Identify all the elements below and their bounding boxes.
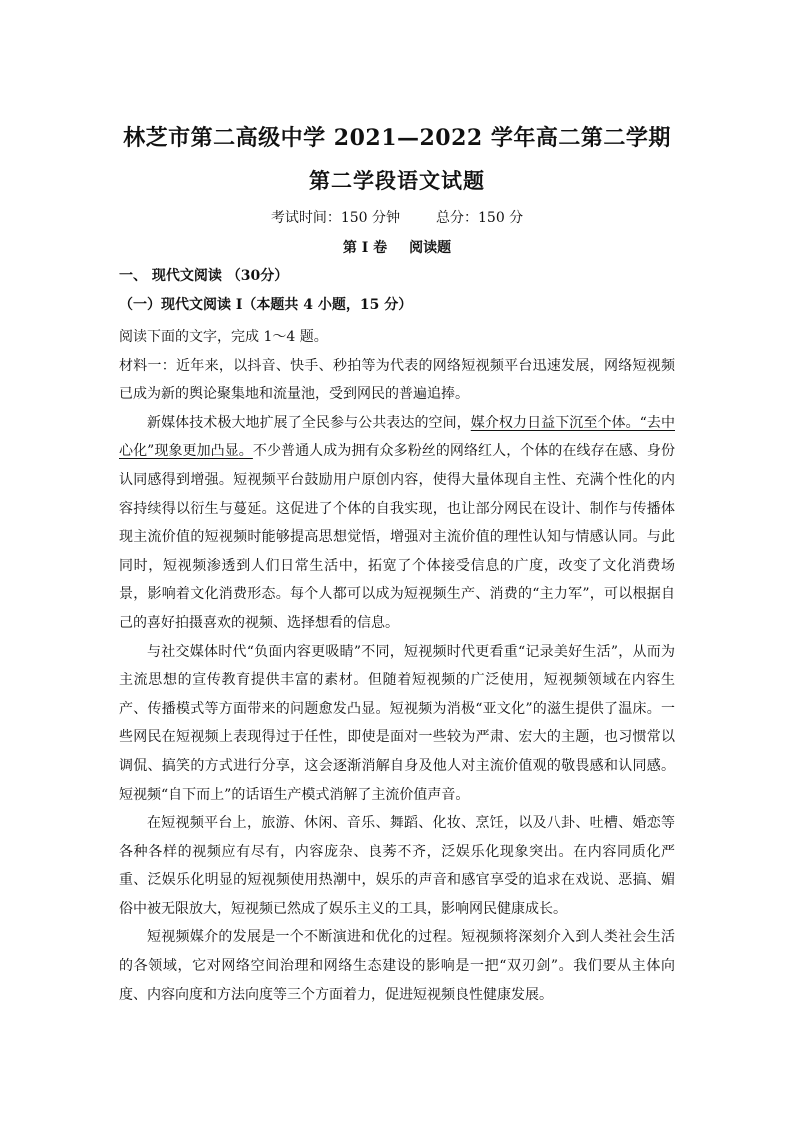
paragraph-1-part-a: 新媒体技术极大地扩展了全民参与公共表达的空间，: [147, 414, 471, 431]
exam-time: 考试时间：150 分钟: [270, 210, 400, 226]
volume-heading: [0, 237, 794, 259]
subsection-heading: （一）现代文阅读 I（本题共 4 小题，15 分）: [119, 297, 413, 313]
section-heading: 一、 现代文阅读 （30分）: [119, 268, 289, 284]
reading-passage: [119, 323, 675, 1009]
paragraph-3: 在短视频平台上，旅游、休闲、音乐、舞蹈、化妆、烹饪，以及八卦、吐槽、婚恋等各种各样的视频应有尽有，内容庞杂、良莠不齐，泛娱乐化现象突出。在内容同质化严重、泛娱乐化明显的短视频使用热潮中，娱乐的声音和感官享受的追求在戏说、恶搞、媚俗中被无限放大，短视频已然成了娱乐主义的工具，影响网民健康成长。: [119, 815, 675, 917]
exam-title: 林芝市第二高级中学 2021—2022 学年高二第二学期: [123, 125, 671, 151]
material-intro: 材料一：近年来，以抖音、快手、秒拍等为代表的网络短视频平台迅速发展，网络短视频已成为新的舆论聚集地和流量池，受到网民的普遍追捧。: [119, 357, 675, 403]
paragraph-1: [119, 409, 675, 638]
passage-instruction: 阅读下面的文字，完成 1～4 题。: [119, 329, 328, 345]
total-score: 总分：150 分: [436, 210, 524, 226]
paragraph-4: 短视频媒介的发展是一个不断演进和优化的过程。短视频将深刻介入到人类社会生活的各领域，它对网络空间治理和网络生态建设的影响是一把“双刃剑”。我们要从主体向度、内容向度和方法向度等三个方面着力，促进短视频良性健康发展。: [119, 929, 675, 1003]
volume-label: 第 I 卷: [342, 240, 388, 256]
paragraph-2: 与社交媒体时代“负面内容更吸睛”不同，短视频时代更看重“记录美好生活”，从而为主流思想的宣传教育提供丰富的素材。但随着短视频的广泛使用，短视频领域在内容生产、传播模式等方面带来的问题愈发凸显。短视频为消极“亚文化”的滋生提供了温床。一些网民在短视频上表现得过于任性，即使是面对一些较为严肃、宏大的主题，也习惯常以调侃、搞笑的方式进行分享，这会逐渐消解自身及他人对主流价值观的敬畏感和认同感。短视频“自下而上”的话语生产模式消解了主流价值声音。: [119, 643, 675, 803]
exam-subtitle: 第二学段语文试题: [309, 168, 485, 193]
paragraph-1-part-b: 不少普通人成为拥有众多粉丝的网络红人，个体的在线存在感、身份认同感得到增强。短视频平台鼓励用户原创内容，使得大量体现自主性、充满个性化的内容持续得以衍生与蔓延。这促进了个体的自我实现，也让部分网民在设计、制作与传播体现主流价值的短视频时能够提高思想觉悟，增强对主流价值的理性认知与情感认同。与此同时，短视频渗透到人们日常生活中，拓宽了个体接受信息的广度，改变了文化消费场景，影响着文化消费形态。每个人都可以成为短视频生产、消费的“主力军”，可以根据自己的喜好拍摄喜欢的视频、选择想看的信息。: [119, 443, 675, 631]
underlined-sentence: 媒介权力日益下沉至个体。“去中心化”现象更加凸显。: [119, 414, 675, 460]
volume-name: 阅读题: [409, 240, 452, 256]
exam-info: [0, 207, 794, 229]
